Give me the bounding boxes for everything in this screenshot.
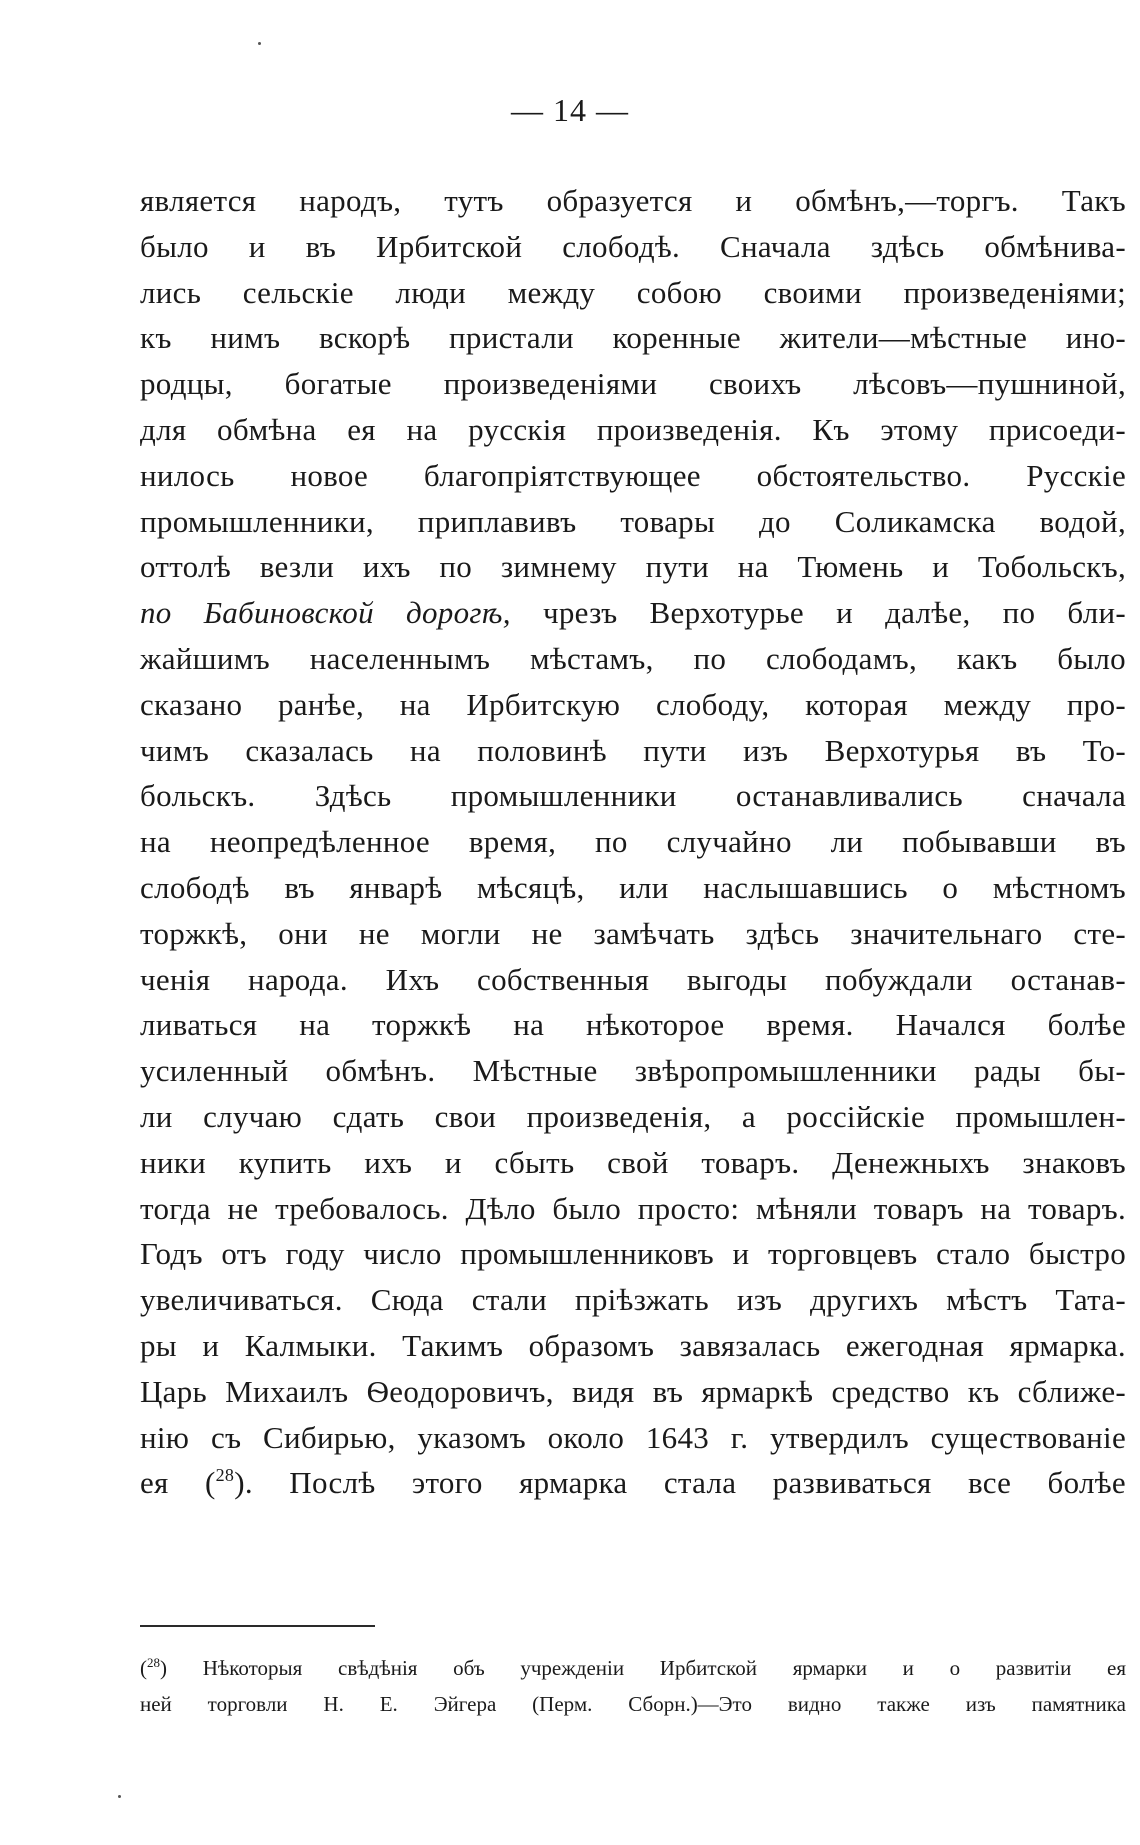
text-line: ры и Калмыки. Такимъ образомъ завязалась ежегодная ярмарка. [140, 1327, 1126, 1363]
text-line: ливаться на торжкѣ на нѣкоторое время. Начался болѣе [140, 1007, 1126, 1043]
text-line: ники купить ихъ и сбыть свой товаръ. Денежныхъ знаковъ [140, 1144, 1126, 1180]
text-line-with-footnote-ref [140, 1460, 1126, 1506]
scan-speck [118, 1795, 121, 1798]
text-line: на неопредѣленное время, по случайно ли побывавши въ [140, 824, 1126, 860]
scan-speck [258, 42, 261, 45]
footnote [140, 1650, 1126, 1722]
footnote-divider [140, 1625, 375, 1627]
footnote-line: ($^{28}$) Нѣкоторыя свѣдѣнія объ учрежденіи Ирбитской ярмарки и о развитіи ея [140, 1655, 1126, 1680]
text-line: сказано ранѣе, на Ирбитскую слободу, которая между про- [140, 686, 1126, 722]
text-line: торжкѣ, они не могли не замѣчать здѣсь значительнаго сте- [140, 915, 1126, 951]
text-line: жайшимъ населеннымъ мѣстамъ, по слободамъ, какъ было [140, 640, 1126, 676]
text-line: Царь Михаилъ Ѳеодоровичъ, видя въ ярмаркѣ средство къ сближе- [140, 1373, 1126, 1409]
italic-road-name: по Бабиновской дорогѣ, [140, 595, 511, 631]
text-line: является народъ, тутъ образуется и обмѣнъ,—торгъ. Такъ [140, 183, 1126, 218]
text-line: оттолѣ везли ихъ по зимнему пути на Тюмень и Тобольскъ, [140, 549, 1126, 585]
text-line: нилось новое благопріятствующее обстоятельство. Русскіе [140, 457, 1126, 493]
text-line: лись сельскіе люди между собою своими произведеніями; [140, 274, 1126, 310]
text-line-with-italic [140, 590, 1126, 636]
text-line: нію съ Сибирью, указомъ около 1643 г. утвердилъ существованіе [140, 1419, 1126, 1455]
text-line: было и въ Ирбитской слободѣ. Сначала здѣсь обмѣнива- [140, 228, 1126, 264]
text-line: родцы, богатые произведеніями своихъ лѣсовъ—пушниной, [140, 366, 1126, 402]
text-line-rest: ). Послѣ этого ярмарка стала развиваться все болѣе [234, 1465, 1126, 1501]
text-line: промышленники, приплавивъ товары до Соликамска водой, [140, 503, 1126, 539]
text-line: къ нимъ вскорѣ пристали коренные жители—мѣстные ино- [140, 320, 1126, 356]
footnote-reference: 28 [215, 1465, 235, 1486]
footnote-text: ) Нѣкоторыя свѣдѣнія объ учрежденіи Ирбитской ярмарки и о развитіи ея [160, 1656, 1126, 1680]
text-line: для обмѣна ея на русскія произведенія. Къ этому присоеди- [140, 411, 1126, 447]
text-line: тогда не требовалось. Дѣло было просто: мѣняли товаръ на товаръ. [140, 1190, 1126, 1226]
text-line: чимъ сказалась на половинѣ пути изъ Верхотурья въ То- [140, 732, 1126, 768]
text-line: больскъ. Здѣсь промышленники останавливались сначала [140, 778, 1126, 814]
main-text [140, 178, 1126, 1506]
footnote-line: ней торговли Н. Е. Эйгера (Перм. Сборн.)—Это видно также изъ памятника [140, 1692, 1126, 1716]
text-line-start: ея ( [140, 1465, 216, 1501]
text-line: слободѣ въ январѣ мѣсяцѣ, или наслышавшись о мѣстномъ [140, 869, 1126, 905]
text-line: Годъ отъ году число промышленниковъ и торговцевъ стало быстро [140, 1236, 1126, 1272]
text-line-rest: чрезъ Верхотурье и далѣе, по бли- [510, 595, 1127, 631]
footnote-marker: 28 [147, 1655, 160, 1670]
text-line: ченія народа. Ихъ собственныя выгоды побуждали останав- [140, 961, 1126, 997]
text-line: увеличиваться. Сюда стали пріѣзжать изъ другихъ мѣстъ Тата- [140, 1282, 1126, 1318]
text-line: усиленный обмѣнъ. Мѣстные звѣропромышленники рады бы- [140, 1053, 1126, 1089]
page-number: — 14 — [511, 92, 629, 128]
text-line: ли случаю сдать свои произведенія, а россійскіе промышлен- [140, 1098, 1126, 1134]
